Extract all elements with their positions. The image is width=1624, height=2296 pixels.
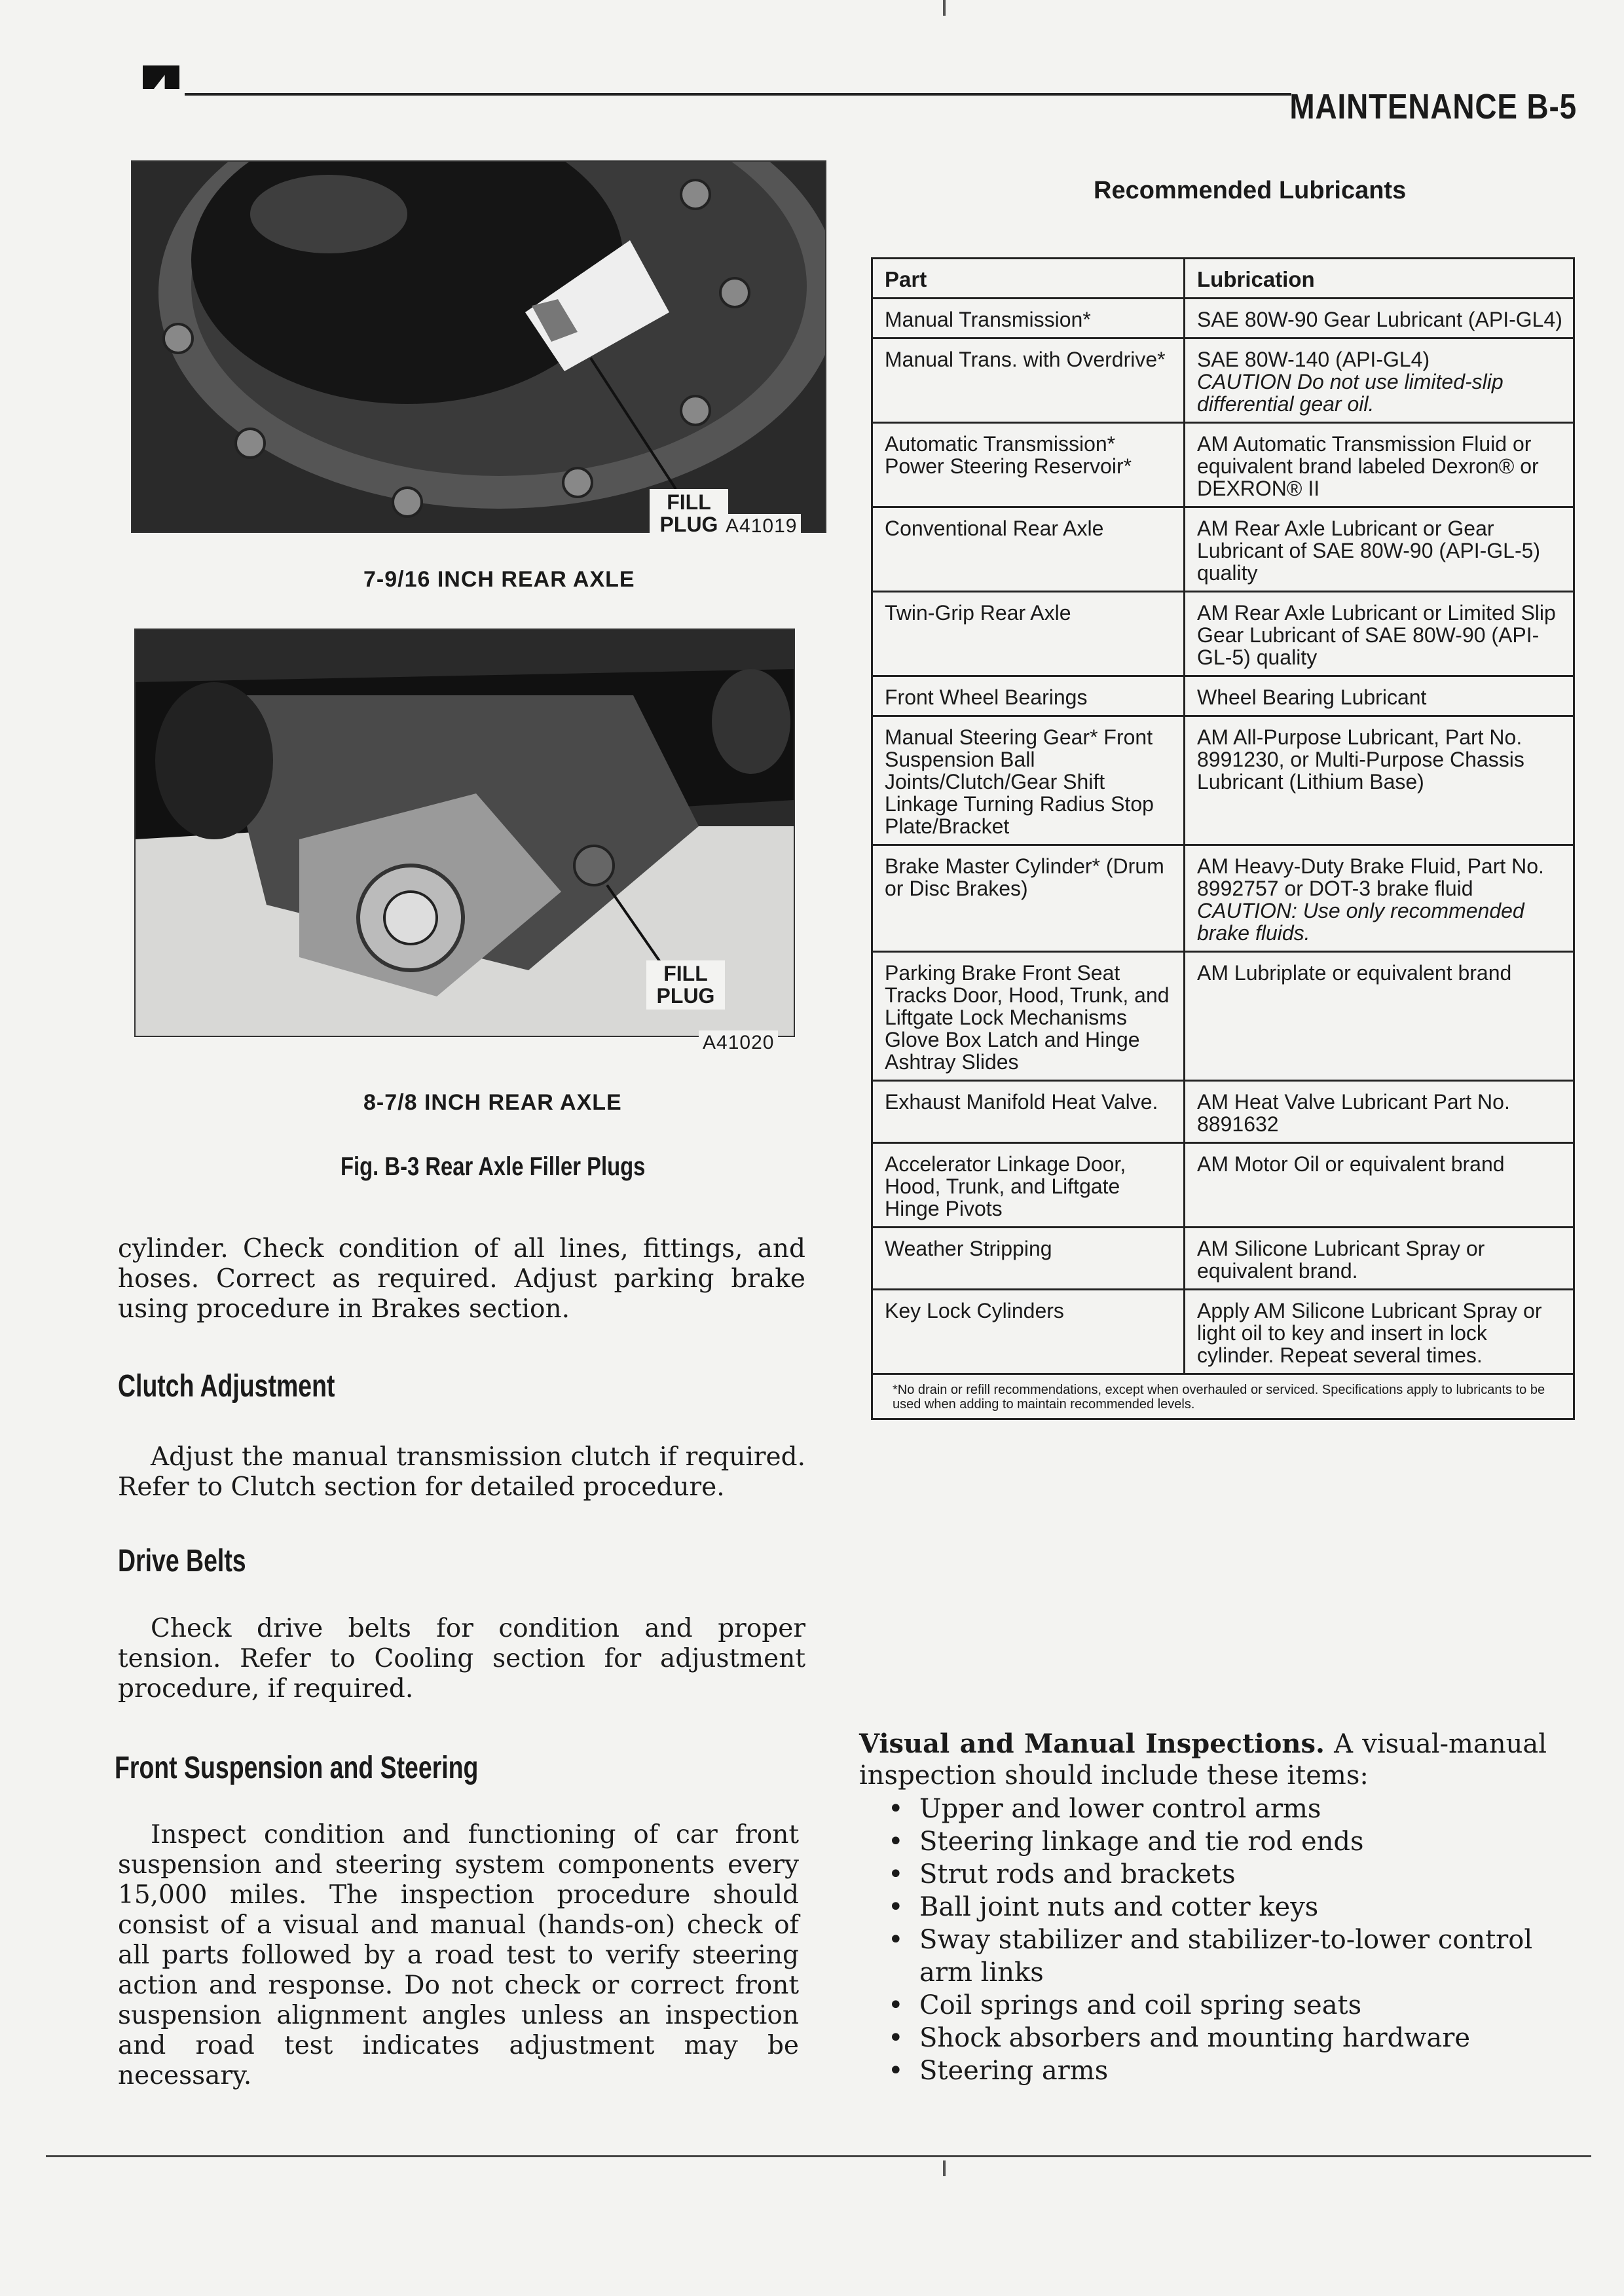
part-cell: Exhaust Manifold Heat Valve.: [872, 1081, 1185, 1143]
bullet-icon: •: [888, 1859, 904, 1889]
bullet-icon: •: [888, 2023, 904, 2053]
part-cell: Manual Steering Gear* Front Suspension Ball Joints/Clutch/Gear Shift Linkage Turning Radius Stop Plate/Bracket: [872, 716, 1185, 845]
table-row: [872, 1228, 1574, 1290]
lubrication-cell: [1185, 716, 1574, 845]
bullet-icon: •: [888, 1990, 904, 2020]
rear-axle-photo-1: [131, 160, 826, 537]
rear-axle-cover-image: [132, 162, 825, 532]
column-header-part: Part: [872, 259, 1185, 299]
part-cell: Manual Transmission*: [872, 299, 1185, 338]
table-title: Recommended Lubricants: [1094, 177, 1407, 204]
list-item-text: Strut rods and brackets: [919, 1859, 1236, 1889]
page-header-title: MAINTENANCE B-5: [1289, 87, 1577, 126]
bottom-rule: [46, 2155, 1591, 2157]
bullet-icon: •: [888, 1925, 904, 1955]
bullet-icon: •: [888, 1827, 904, 1857]
lubrication-text: AM Heat Valve Lubricant Part No. 8891632: [1197, 1090, 1510, 1136]
lubrication-text: AM Lubriplate or equivalent brand: [1197, 961, 1512, 985]
lubrication-text: Wheel Bearing Lubricant: [1197, 685, 1427, 709]
lubricants-table: [871, 257, 1575, 1420]
lubrication-cell: [1185, 338, 1574, 423]
inspection-heading: Visual and Manual Inspections.: [859, 1728, 1325, 1759]
part-cell: Key Lock Cylinders: [872, 1290, 1185, 1374]
table-row: [872, 952, 1574, 1081]
suspension-paragraph: Inspect condition and functioning of car front suspension and steering system components every 15,000 miles. The inspection procedure should consist of a visual and manual (hands-on) check of all parts followed by a road test to verify steering action and response. Do not check or correct front suspension alignment angles unless an inspection and road test indicates adjustment may be necessary.: [118, 1820, 799, 2090]
lubrication-text: SAE 80W-140 (API-GL4): [1197, 348, 1430, 371]
lubrication-cell: [1185, 299, 1574, 338]
drive-belts-heading: Drive Belts: [118, 1544, 246, 1578]
lubrication-cell: [1185, 1081, 1574, 1143]
list-item-text: Coil springs and coil spring seats: [919, 1990, 1362, 2020]
inspection-list: [859, 1793, 1547, 2087]
lubrication-text: SAE 80W-90 Gear Lubricant (API-GL4): [1197, 308, 1562, 331]
lubrication-cell: [1185, 423, 1574, 507]
table-row: [872, 845, 1574, 952]
caution-text: CAUTION Do not use limited-slip differential gear oil.: [1197, 370, 1504, 416]
figure-code: A41020: [699, 1030, 778, 1055]
lubrication-cell: [1185, 1228, 1574, 1290]
list-item-text: Steering arms: [919, 2056, 1109, 2086]
part-cell: Parking Brake Front Seat Tracks Door, Hood, Trunk, and Liftgate Lock Mechanisms Glove Box Latch and Hinge Ashtray Slides: [872, 952, 1185, 1081]
figure-caption: Fig. B-3 Rear Axle Filler Plugs: [341, 1152, 646, 1181]
chapter-marker-icon: [143, 65, 179, 89]
table-row: [872, 299, 1574, 338]
table-row: [872, 507, 1574, 592]
lubrication-cell: [1185, 507, 1574, 592]
table-row: [872, 716, 1574, 845]
lubrication-text: AM Motor Oil or equivalent brand: [1197, 1152, 1505, 1176]
table-row: [872, 1290, 1574, 1374]
list-item: [859, 1989, 1547, 2022]
drive-belts-paragraph: Check drive belts for condition and proper tension. Refer to Cooling section for adjustment procedure, if required.: [118, 1614, 805, 1704]
list-item: [859, 1858, 1547, 1891]
table-note-row: [872, 1374, 1574, 1419]
table-row: [872, 423, 1574, 507]
table-row: [872, 676, 1574, 716]
lubrication-cell: [1185, 592, 1574, 676]
list-item: [859, 1825, 1547, 1858]
lubrication-cell: [1185, 1143, 1574, 1228]
brake-paragraph: cylinder. Check condition of all lines, fittings, and hoses. Correct as required. Adjust parking brake using procedure in Brakes section.: [118, 1234, 805, 1324]
lubrication-text: AM Rear Axle Lubricant or Gear Lubricant of SAE 80W-90 (API-GL-5) quality: [1197, 517, 1541, 585]
part-cell: Automatic Transmission* Power Steering Reservoir*: [872, 423, 1185, 507]
bullet-icon: •: [888, 1892, 904, 1922]
part-cell: Conventional Rear Axle: [872, 507, 1185, 592]
header-rule: [185, 93, 1291, 96]
fill-plug-label: FILL PLUG: [646, 960, 725, 1010]
clutch-paragraph: Adjust the manual transmission clutch if required. Refer to Clutch section for detailed procedure.: [118, 1442, 805, 1502]
rear-axle-photo-2: [134, 629, 795, 1053]
part-cell: Weather Stripping: [872, 1228, 1185, 1290]
photo2-caption: 8-7/8 INCH REAR AXLE: [363, 1090, 622, 1115]
list-item-text: Ball joint nuts and cotter keys: [919, 1892, 1319, 1922]
lubrication-text: AM Automatic Transmission Fluid or equivalent brand labeled Dexron® or DEXRON® II: [1197, 432, 1539, 500]
inspection-intro: [859, 1728, 1547, 1791]
lubrication-text: AM Rear Axle Lubricant or Limited Slip Gear Lubricant of SAE 80W-90 (API-GL-5) quality: [1197, 601, 1556, 669]
lubrication-cell: [1185, 1290, 1574, 1374]
part-cell: Twin-Grip Rear Axle: [872, 592, 1185, 676]
clutch-heading: Clutch Adjustment: [118, 1369, 335, 1404]
part-cell: Accelerator Linkage Door, Hood, Trunk, and Liftgate Hinge Pivots: [872, 1143, 1185, 1228]
table-row: [872, 1143, 1574, 1228]
table-row: [872, 338, 1574, 423]
lubrication-text: AM All-Purpose Lubricant, Part No. 8991230, or Multi-Purpose Chassis Lubricant (Lithium Base): [1197, 725, 1524, 793]
fill-plug-label: FILL PLUG: [650, 489, 728, 538]
scan-edge-mark: [943, 0, 946, 16]
table-row: [872, 1081, 1574, 1143]
lubrication-cell: [1185, 845, 1574, 952]
lubrication-text: AM Heavy-Duty Brake Fluid, Part No. 8992757 or DOT-3 brake fluid: [1197, 854, 1544, 900]
table-header-row: [872, 259, 1574, 299]
lubrication-cell: [1185, 952, 1574, 1081]
list-item-text: Upper and lower control arms: [919, 1794, 1321, 1824]
list-item-text: Sway stabilizer and stabilizer-to-lower control arm links: [919, 1925, 1533, 1988]
lubrication-text: AM Silicone Lubricant Spray or equivalent brand.: [1197, 1237, 1485, 1283]
part-cell: Brake Master Cylinder* (Drum or Disc Brakes): [872, 845, 1185, 952]
lubrication-cell: [1185, 676, 1574, 716]
bullet-icon: •: [888, 2056, 904, 2086]
lubrication-text: Apply AM Silicone Lubricant Spray or light oil to key and insert in lock cylinder. Repeat several times.: [1197, 1299, 1542, 1367]
list-item: [859, 2022, 1547, 2054]
bullet-icon: •: [888, 1794, 904, 1824]
column-header-lubrication: Lubrication: [1185, 259, 1574, 299]
figure-code: A41019: [722, 514, 801, 539]
photo1-caption: 7-9/16 INCH REAR AXLE: [363, 567, 635, 592]
table-footnote: *No drain or refill recommendations, except when overhauled or serviced. Specifications apply to lubricants to be used when adding to maintain recommended levels.: [872, 1374, 1574, 1419]
list-item: [859, 1793, 1547, 1825]
list-item: [859, 1923, 1547, 1989]
suspension-heading: Front Suspension and Steering: [115, 1751, 479, 1785]
scan-edge-mark: [943, 2160, 946, 2176]
list-item-text: Steering linkage and tie rod ends: [919, 1827, 1364, 1857]
list-item: [859, 1891, 1547, 1923]
inspection-intro-text: A visual-manual inspection should include these items:: [859, 1729, 1547, 1791]
part-cell: Manual Trans. with Overdrive*: [872, 338, 1185, 423]
part-cell: Front Wheel Bearings: [872, 676, 1185, 716]
list-item-text: Shock absorbers and mounting hardware: [919, 2023, 1471, 2053]
table-row: [872, 592, 1574, 676]
list-item: [859, 2054, 1547, 2087]
caution-text: CAUTION: Use only recommended brake fluids.: [1197, 899, 1524, 945]
